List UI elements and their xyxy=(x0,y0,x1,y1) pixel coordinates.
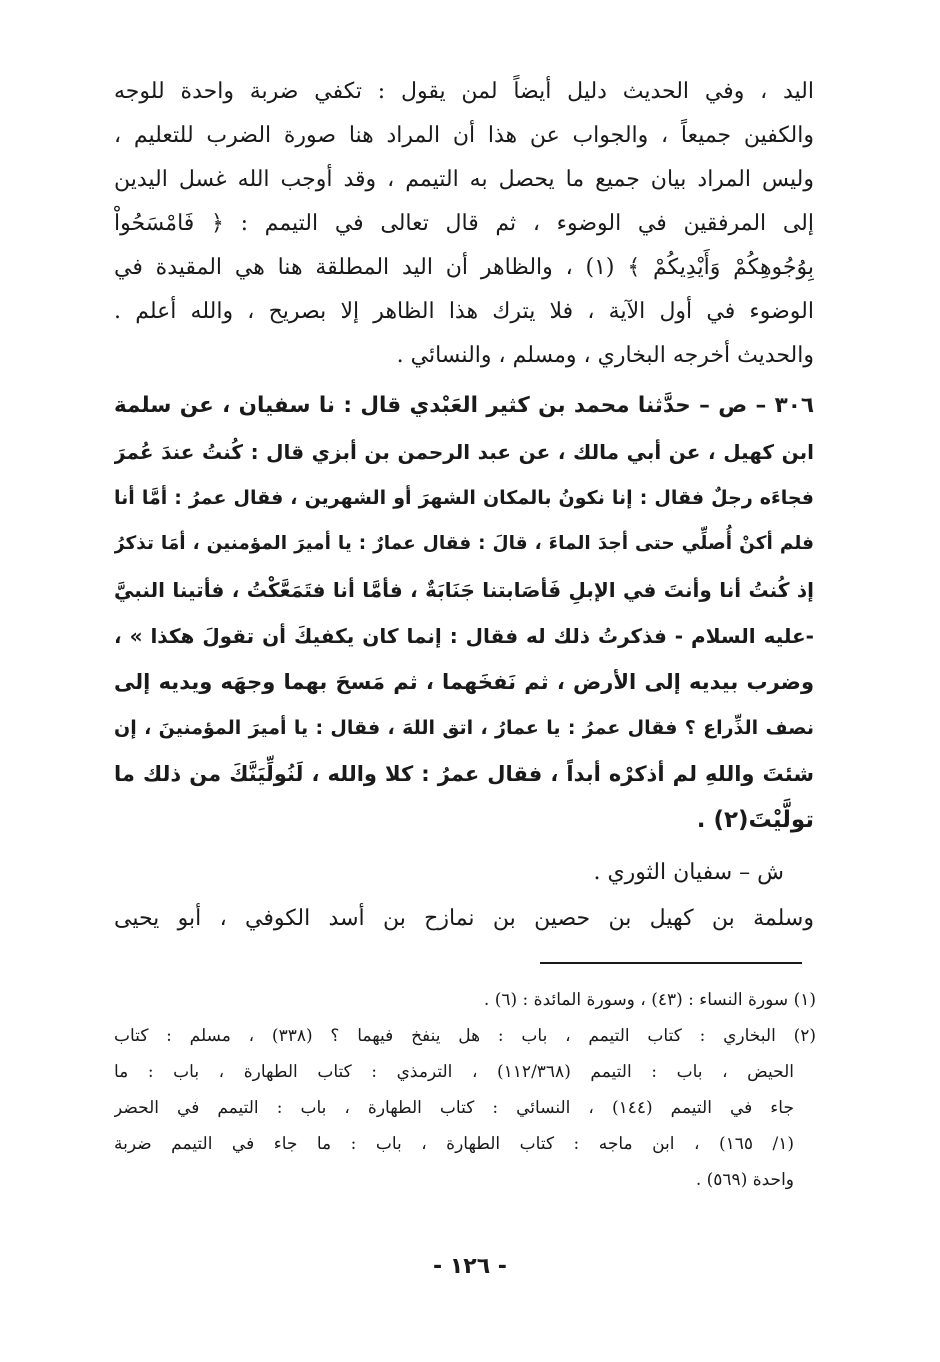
text-line: اليد ، وفي الحديث دليل أيضاً لمن يقول : تكفي ضربة واحدة للوجه xyxy=(114,79,814,104)
hadith-line: إذ كُنتُ أنا وأنتَ في الإبلِ فَأصَابتنا جَنَابَةٌ ، فأمَّا أنا فتَمَعَّكْتُ ، فأتينا النبيَّ xyxy=(114,578,814,602)
text-line: الوضوء في أول الآية ، فلا يترك هذا الظاهر إلا بصريح ، والله أعلم . xyxy=(114,299,814,324)
text-line: والحديث أخرجه البخاري ، ومسلم ، والنسائي . xyxy=(396,343,814,368)
sharh-section xyxy=(114,850,814,942)
footnote-2-line: واحدة (٥٦٩) . xyxy=(695,1170,794,1190)
sharh-line: وسلمة بن كهيل بن حصين بن نمازح بن أسد الكوفي ، أبو يحيى xyxy=(114,906,814,931)
footnote-1: (١) سورة النساء : (٤٣) ، وسورة المائدة : (٦) . xyxy=(483,990,816,1010)
footnote-separator xyxy=(540,962,802,964)
hadith-line: -عليه السلام - فذكرتُ ذلك له فقال : إنما كان يكفيكَ أن تقولَ هكذا » ، xyxy=(114,624,814,648)
hadith-line: فجاءَه رجلٌ فقال : إنا نكونُ بالمكان الشهرَ أو الشهرين ، فقال عمرُ : أمَّا أنا xyxy=(114,487,814,509)
text-line: بِوُجُوهِكُمْ وَأَيْدِيكُمْ ﴾ (١) ، والظاهر أن اليد المطلقة هنا هي المقيدة في xyxy=(114,255,814,280)
hadith-line: ٣٠٦ – ص – حدَّثنا محمد بن كثير العَبْدي قال : نا سفيان ، عن سلمة xyxy=(114,393,814,418)
hadith-line: ابن كهيل ، عن أبي مالك ، عن عبد الرحمن بن أبزي قال : كُنتُ عندَ عُمرَ xyxy=(114,440,814,464)
text-line: والكفين جميعاً ، والجواب عن هذا أن المراد هنا صورة الضرب للتعليم ، xyxy=(114,123,814,148)
commentary-paragraph xyxy=(114,70,814,378)
hadith-line: نصف الذِّراع ؟ فقال عمرُ : يا عمارُ ، اتق اللهَ ، فقال : يا أميرَ المؤمنينَ ، إن xyxy=(114,717,814,739)
footnote-2-line: (٢) البخاري : كتاب التيمم ، باب : هل ينفخ فيهما ؟ (٣٣٨) ، مسلم : كتاب xyxy=(114,1026,816,1046)
text-line: إلى المرفقين في الوضوء ، ثم قال تعالى في التيمم : ﴿ فَامْسَحُواْ xyxy=(114,211,814,236)
page-number: - ١٢٦ - xyxy=(433,1254,507,1279)
hadith-line: وضرب بيديه إلى الأرض ، ثم نَفخَهما ، ثم مَسحَ بهما وجهَه ويديه إلى xyxy=(114,670,814,694)
hadith-line: تولَّيْتَ(٢) . xyxy=(696,807,814,833)
hadith-text xyxy=(114,383,814,843)
text-line: وليس المراد بيان جميع ما يحصل به التيمم ، وقد أوجب الله غسل اليدين xyxy=(114,167,814,192)
hadith-line: شئتَ واللهِ لم أذكرْه أبداً ، فقال عمرُ : كلا والله ، لَنُولِّيَنَّكَ من ذلك ما xyxy=(114,762,814,786)
hadith-line: فلم أكنْ أُصلِّي حتى أجدَ الماءَ ، قالَ : فقال عمارٌ : يا أميرَ المؤمنين ، أمَا تذكرُ xyxy=(114,533,814,554)
footnotes xyxy=(114,982,816,1198)
footnote-2-line: جاء في التيمم (١٤٤) ، النسائي : كتاب الطهارة ، باب : التيمم في الحضر xyxy=(114,1098,794,1118)
footnote-2-line: (١/ ١٦٥) ، ابن ماجه : كتاب الطهارة ، باب : ما جاء في التيمم ضربة xyxy=(114,1134,794,1154)
footnote-2-line: الحيض ، باب : التيمم (١١٢/٣٦٨) ، الترمذي : كتاب الطهارة ، باب : ما xyxy=(114,1062,795,1082)
sharh-line: ش – سفيان الثوري . xyxy=(593,860,784,885)
